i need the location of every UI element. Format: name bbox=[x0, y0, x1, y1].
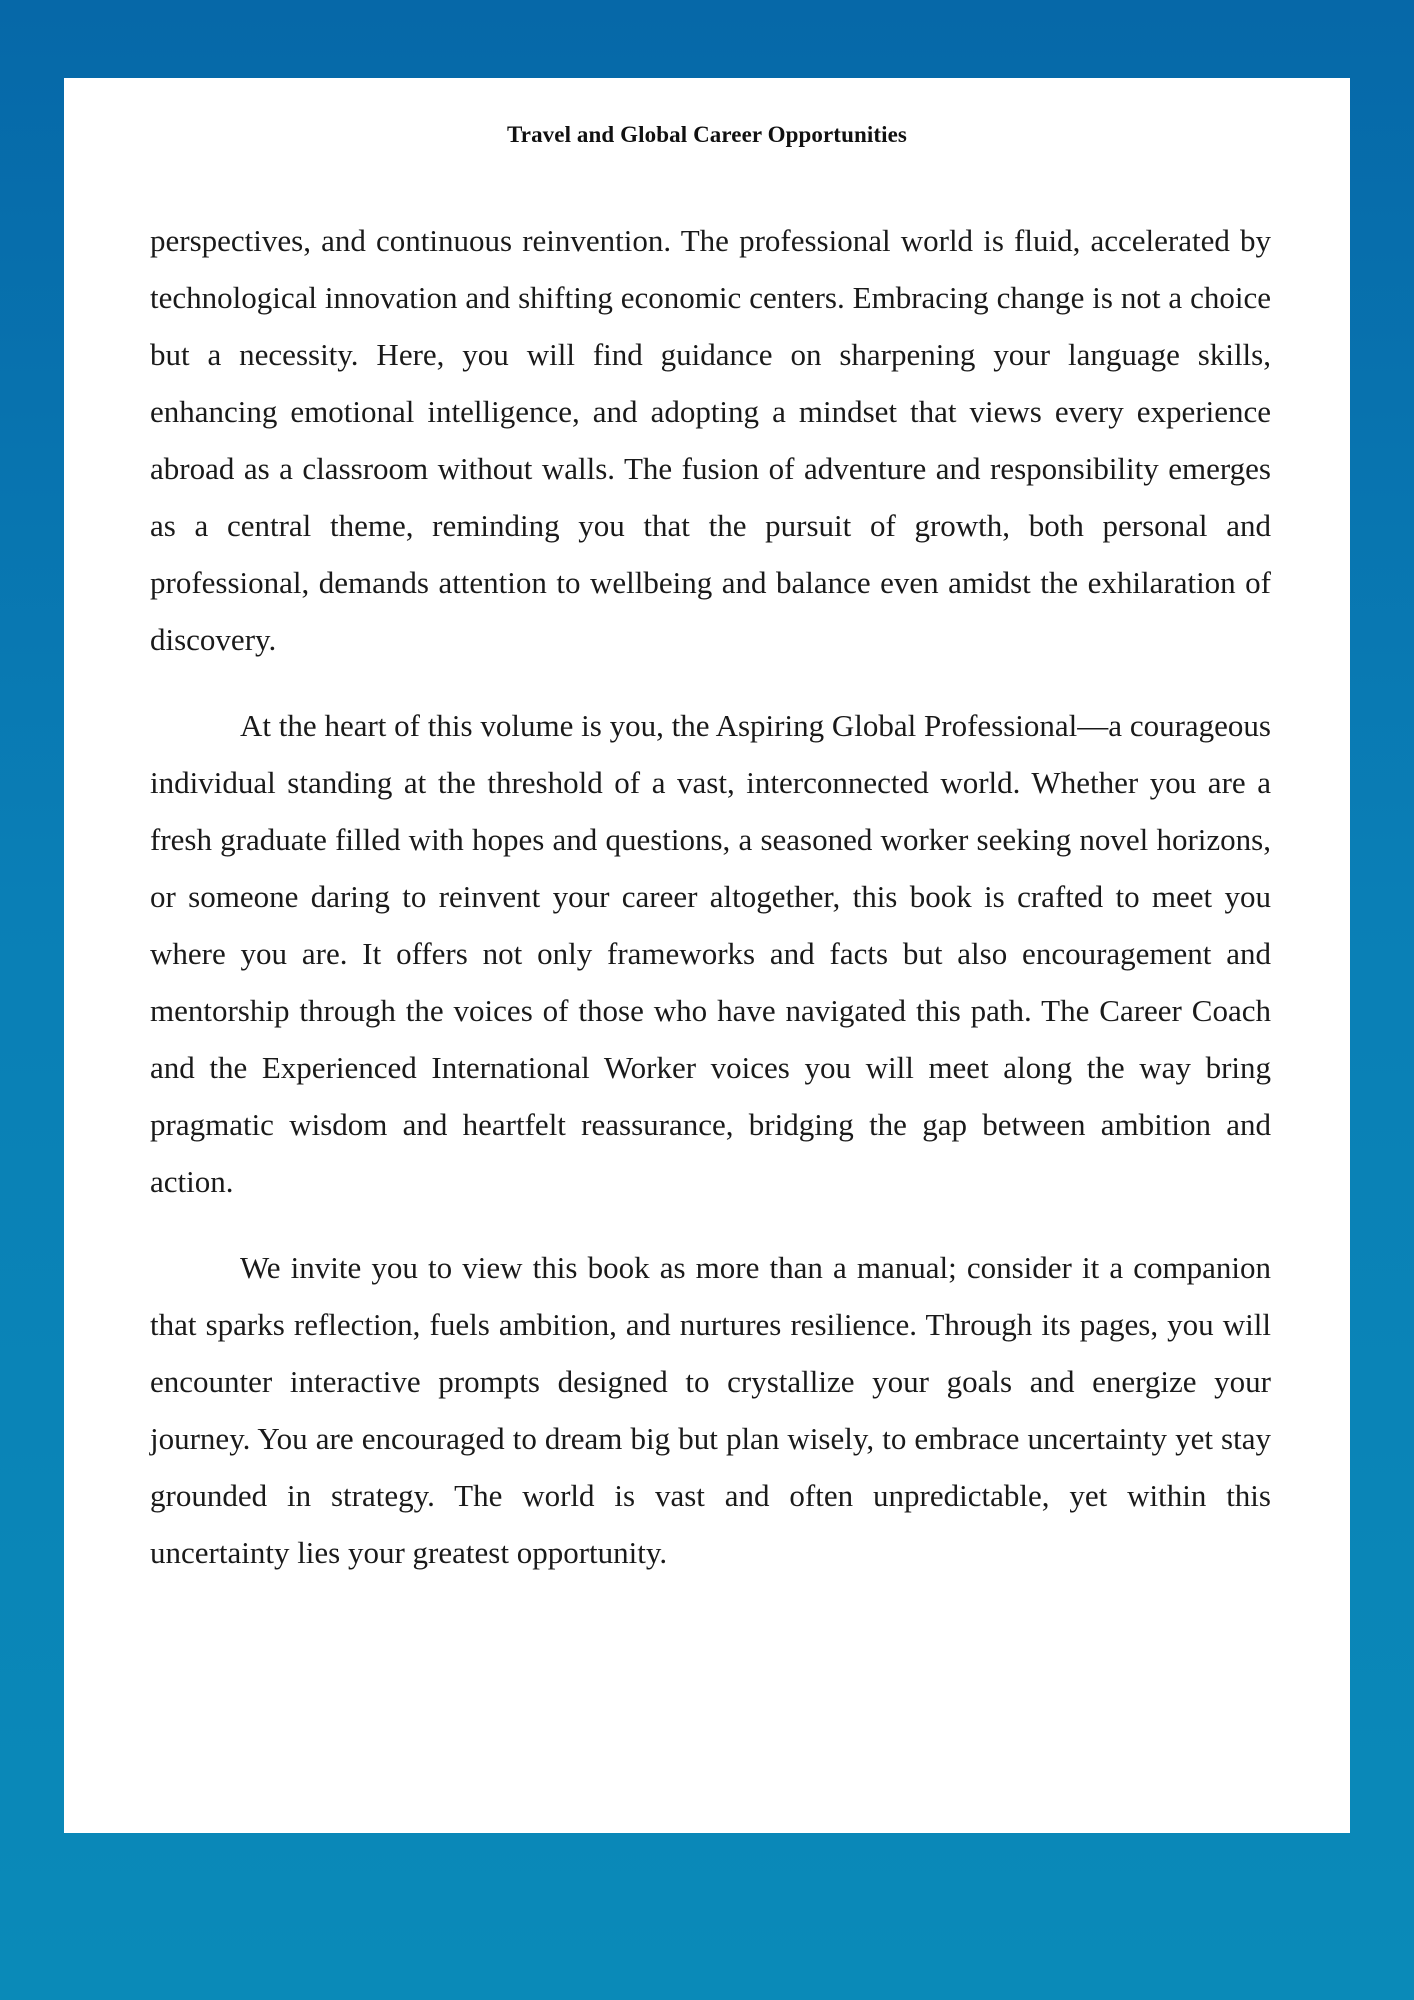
paragraph-3: We invite you to view this book as more than a manual; consider it a companion that sparks reflection, fuels ambition, and nurtures resilience. Through its pages, you will encounter interactive prompts designed to crystallize your goals and energize your journey. You are encouraged to dream big but plan wisely, to embrace uncertainty yet stay grounded in strategy. The world is vast and often unpredictable, yet within this uncertainty lies your greatest opportunity. bbox=[150, 1250, 1271, 1570]
body-text bbox=[150, 212, 1271, 1610]
document-page bbox=[64, 78, 1350, 1833]
paragraph-2: At the heart of this volume is you, the Aspiring Global Professional—a courageous individual standing at the threshold of a vast, interconnected world. Whether you are a fresh graduate filled with hopes and questions, a seasoned worker seeking novel horizons, or someone daring to reinvent your career altogether, this book is crafted to meet you where you are. It offers not only frameworks and facts but also encouragement and mentorship through the voices of those who have navigated this path. The Career Coach and the Experienced International Worker voices you will meet along the way bring pragmatic wisdom and heartfelt reassurance, bridging the gap between ambition and action. bbox=[150, 708, 1271, 1199]
running-header: Travel and Global Career Opportunities bbox=[507, 122, 907, 147]
paragraph-1: perspectives, and continuous reinvention. The professional world is fluid, accelerated by technological innovation and shifting economic centers. Embracing change is not a choice but a necessity. Here, you will find guidance on sharpening your language skills, enhancing emotional intelligence, and adopting a mindset that views every experience abroad as a classroom without walls. The fusion of adventure and responsibility emerges as a central theme, reminding you that the pursuit of growth, both personal and professional, demands attention to wellbeing and balance even amidst the exhilaration of discovery. bbox=[150, 223, 1271, 657]
